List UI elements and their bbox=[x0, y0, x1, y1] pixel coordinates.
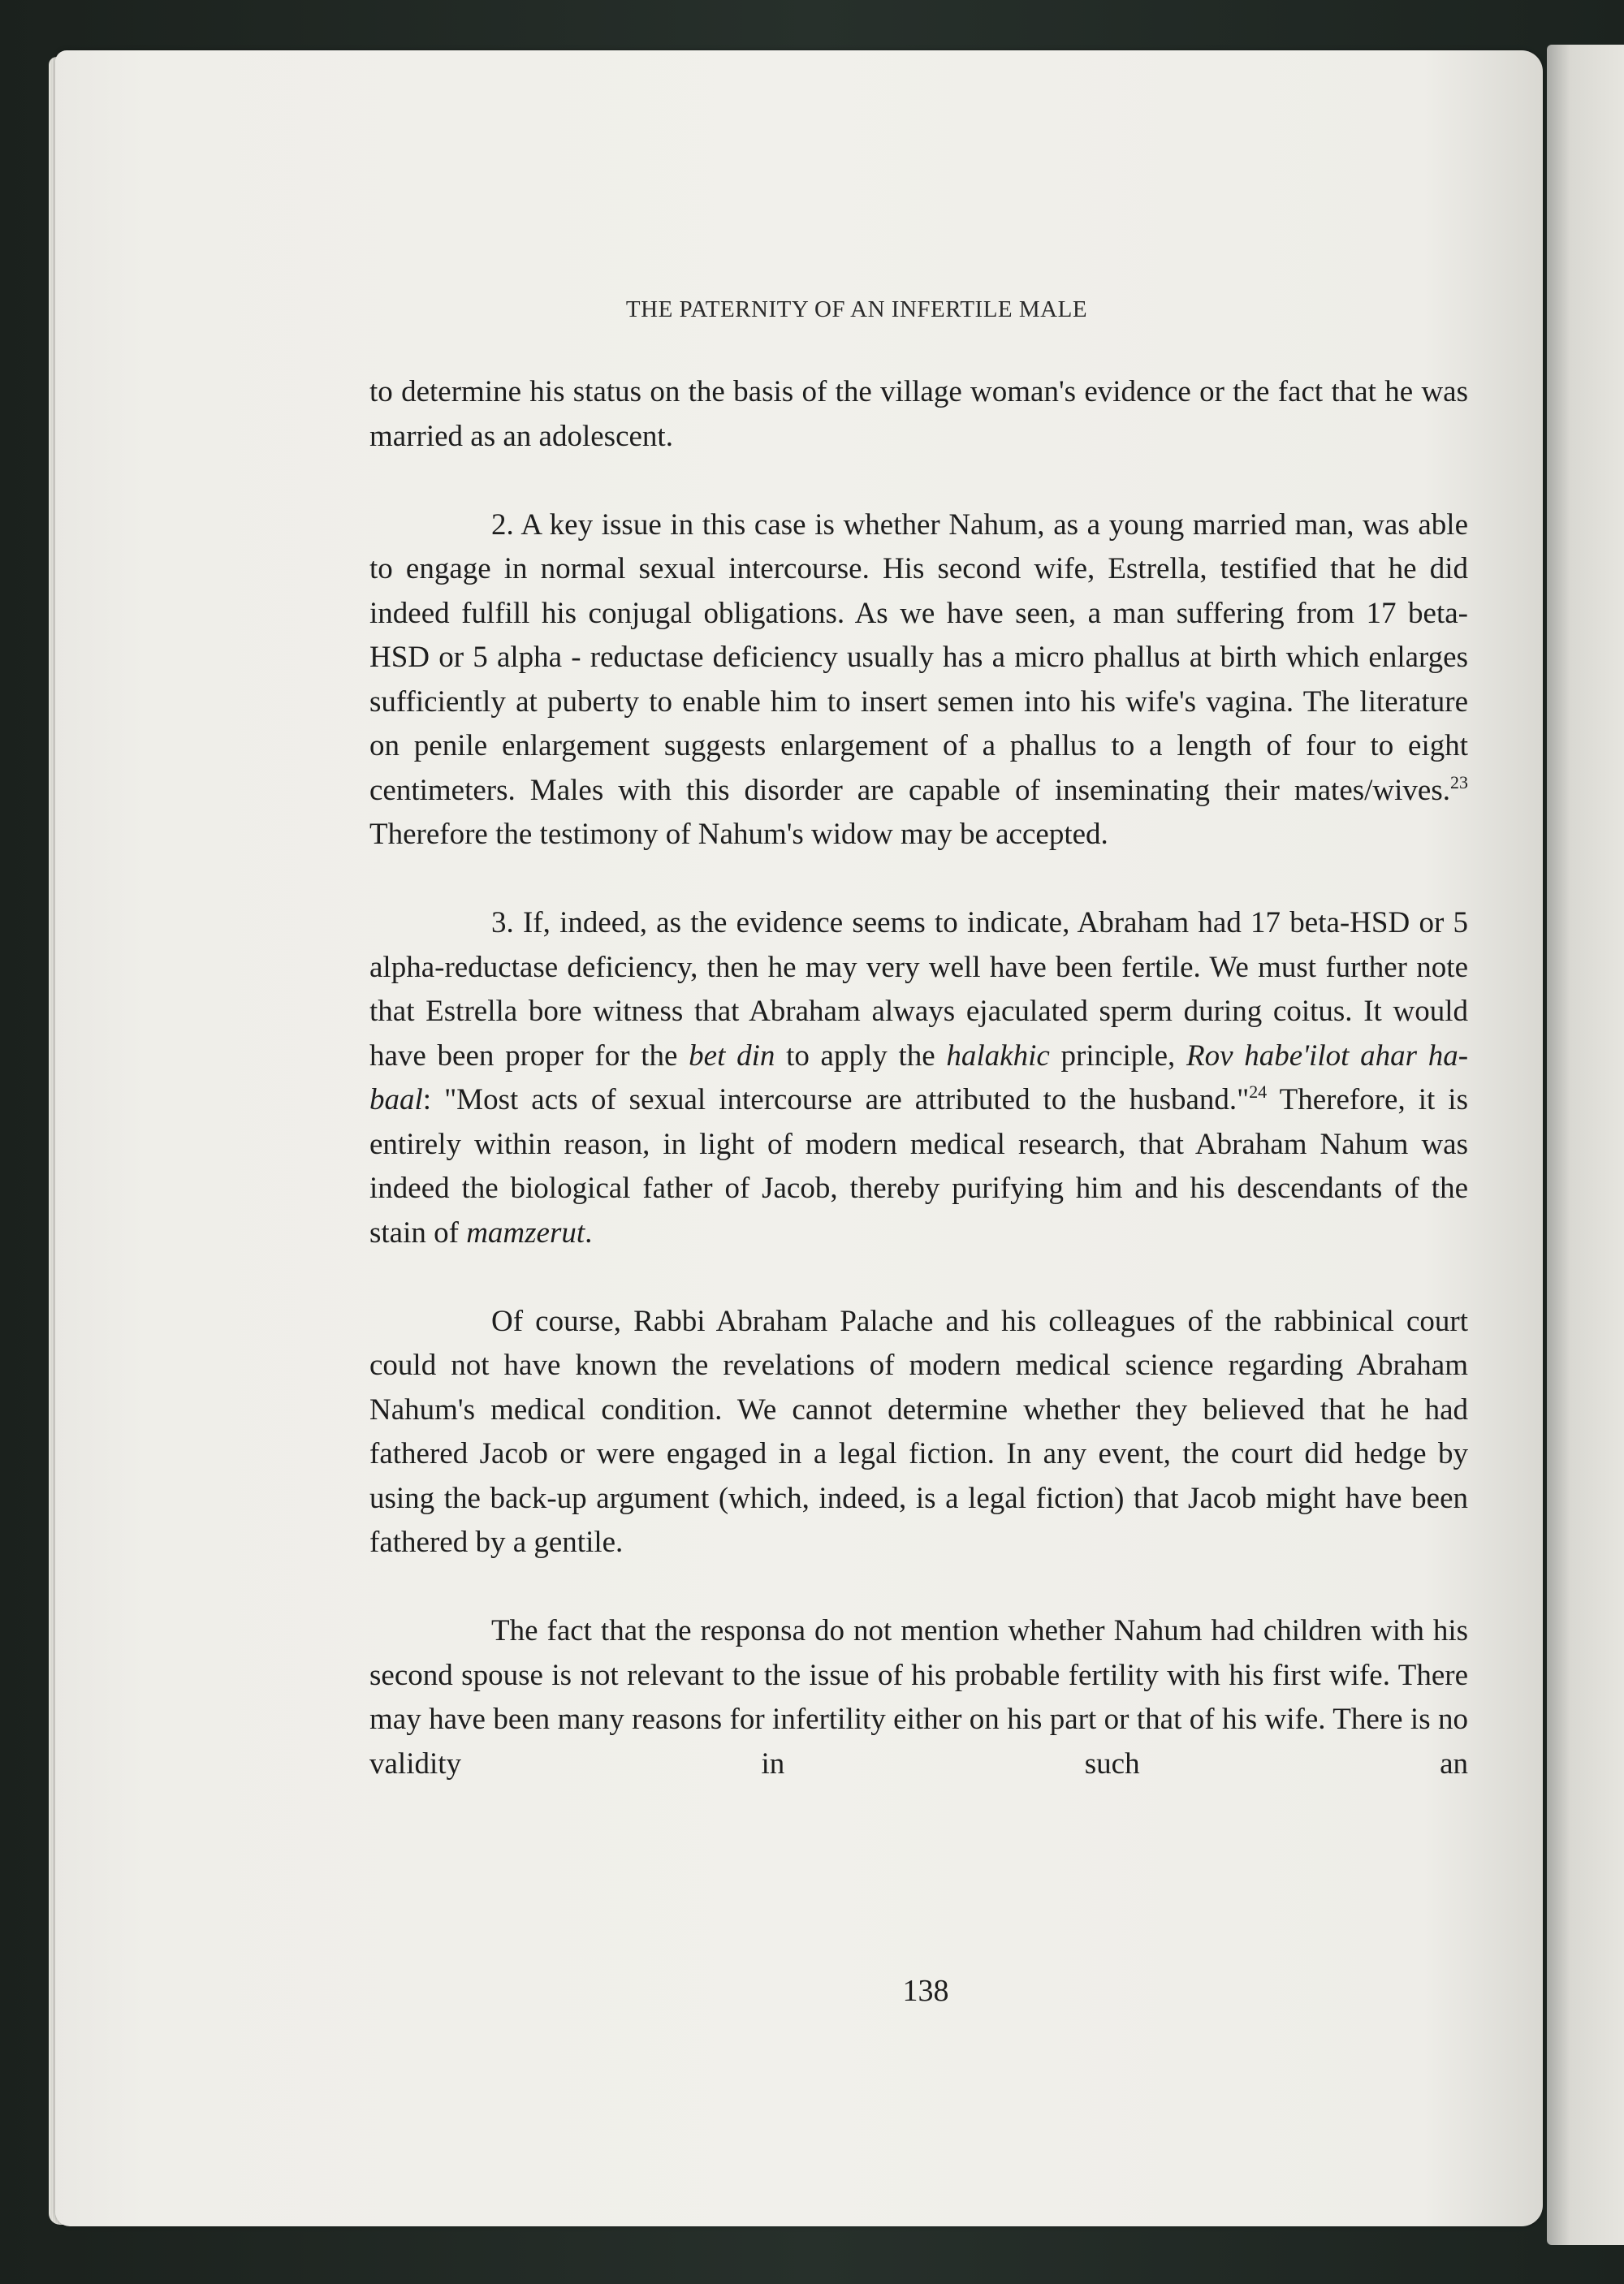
paragraph-3-segment-5: Therefore, it is entirely within reason, in light of modern medical research, that Abraham Nahum was indeed the biological father of Jacob, thereby purifying him and his descendants of the stain of bbox=[369, 1083, 1468, 1250]
paragraph-3-segment-1: 3. If, indeed, as the evidence seems to indicate, Abraham had 17 beta-HSD or 5 alpha-reductase deficiency, then he may very well have been fertile. We must further note that Estrella bore witness that Abraham always ejaculated sperm during coitus. It would have been proper for the bbox=[369, 906, 1468, 1073]
footnote-ref-23: 23 bbox=[1450, 771, 1468, 792]
page-body bbox=[369, 370, 1468, 1786]
paragraph-3-segment-4: : "Most acts of sexual intercourse are attributed to the husband." bbox=[422, 1083, 1250, 1116]
paragraph-4: Of course, Rabbi Abraham Palache and his colleagues of the rabbinical court could not have known the revelations of modern medical science regarding Abraham Nahum's medical condition. We cannot determine whether they believed that he had fathered Jacob or were engaged in a legal fiction. In any event, the court did hedge by using the back-up argument (which, indeed, is a legal fiction) that Jacob might have been fathered by a gentile. bbox=[369, 1304, 1468, 1559]
running-head: THE PATERNITY OF AN INFERTILE MALE bbox=[625, 296, 1088, 322]
term-bet-din: bet din bbox=[689, 1038, 775, 1073]
paragraph-3-segment-6: . bbox=[585, 1215, 593, 1250]
paragraph-1: to determine his status on the basis of the village woman's evidence or the fact that he was married as an adolescent. bbox=[369, 375, 1468, 453]
term-rov-habeilot: Rov habe'ilot ahar ha-baal bbox=[369, 1038, 1469, 1116]
paragraph-3 bbox=[369, 901, 1468, 1255]
term-halakhic: halakhic bbox=[946, 1038, 1050, 1073]
paragraph-2-text-a: 2. A key issue in this case is whether Nahum, as a young married man, was able to engage in normal sexual intercourse. His second wife, Estrella, testified that he did indeed fulfill his conjugal obligations. As we have seen, a man suffering from 17 beta- HSD or 5 alpha - reductase deficiency usually has a micro phallus at birth which enlarges sufficiently at puberty to enable him to insert semen into his wife's vagina. The literature on penile enlargement suggests enlargement of a phallus to a length of four to eight centimeters. Males with this disorder are capable of inseminating their mates/wives. bbox=[369, 507, 1468, 807]
term-mamzerut: mamzerut bbox=[466, 1215, 585, 1250]
footnote-ref-24: 24 bbox=[1249, 1082, 1268, 1102]
facing-page-edge bbox=[1547, 45, 1624, 2245]
page-number: 138 bbox=[902, 1974, 949, 2008]
paragraph-3-segment-3: principle, bbox=[1049, 1038, 1186, 1073]
paragraph-2 bbox=[369, 503, 1468, 857]
paragraph-5: The fact that the responsa do not mention whether Nahum had children with his second spouse is not relevant to the issue of his probable fertility with his first wife. There may have been many reasons for infertility either on his part or that of his wife. There is no validity in such an bbox=[369, 1614, 1468, 1781]
paragraph-2-text-b: Therefore the testimony of Nahum's widow may be accepted. bbox=[369, 818, 1108, 851]
paragraph-3-segment-2: to apply the bbox=[775, 1038, 947, 1073]
